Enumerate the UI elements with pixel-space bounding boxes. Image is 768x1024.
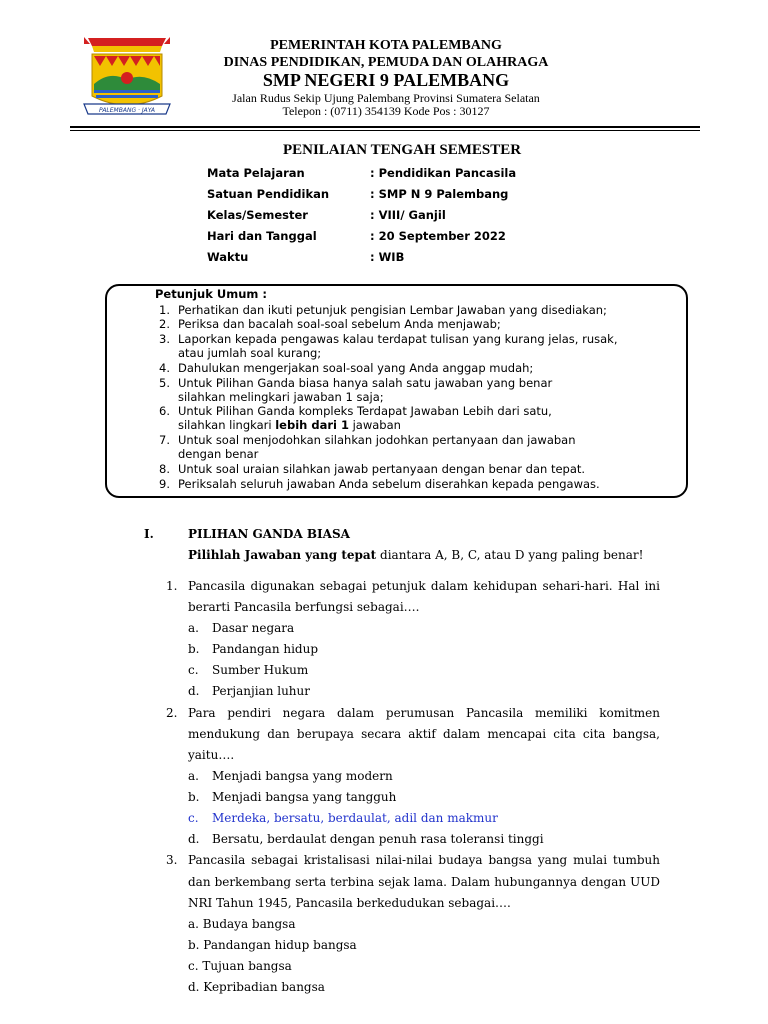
letterhead-department: DINAS PENDIDIKAN, PEMUDA DAN OLAHRAGA bbox=[223, 55, 549, 70]
option-text[interactable]: c. Tujuan bangsa bbox=[188, 959, 292, 973]
instruction-text: dengan benar bbox=[178, 447, 259, 461]
option-text[interactable]: Sumber Hukum bbox=[212, 663, 309, 677]
option-letter[interactable]: a. bbox=[188, 621, 199, 635]
instruction-text: Dahulukan mengerjakan soal-soal yang Anda anggap mudah; bbox=[178, 361, 534, 375]
question-number: 2. bbox=[166, 706, 178, 720]
info-label: Kelas/Semester bbox=[207, 208, 308, 222]
option-letter[interactable]: d. bbox=[188, 684, 200, 698]
instruction-text: Laporkan kepada pengawas kalau terdapat tulisan yang kurang jelas, rusak, bbox=[178, 332, 618, 346]
instruction-text: Untuk soal uraian silahkan jawab pertanyaan dengan benar dan tepat. bbox=[178, 462, 586, 476]
question-text: dan berkembang serta terbina sejak lama. Dalam hubungannya dengan UUD bbox=[188, 875, 660, 889]
option-text[interactable]: b. Pandangan hidup bangsa bbox=[188, 938, 357, 952]
section-title: PILIHAN GANDA BIASA bbox=[188, 527, 350, 541]
info-label: Hari dan Tanggal bbox=[207, 229, 317, 243]
letterhead-divider-thin bbox=[70, 130, 700, 131]
info-value: : Pendidikan Pancasila bbox=[370, 166, 517, 180]
instruction-number: 9. bbox=[159, 477, 170, 491]
instruction-text: atau jumlah soal kurang; bbox=[178, 346, 322, 360]
instruction-text: Untuk Pilihan Ganda kompleks Terdapat Jawaban Lebih dari satu, bbox=[178, 404, 552, 418]
option-letter[interactable]: b. bbox=[188, 642, 200, 656]
question-text: mendukung dan berupaya secara aktif dalam mencapai cita cita bangsa, bbox=[188, 727, 660, 741]
info-value: : WIB bbox=[370, 250, 405, 264]
instruction-text: silahkan melingkari jawaban 1 saja; bbox=[178, 390, 384, 404]
question-number: 1. bbox=[166, 579, 178, 593]
instruction-emphasis: lebih dari 1 bbox=[275, 418, 349, 432]
section-instruction-bold: Pilihlah Jawaban yang tepat bbox=[188, 548, 377, 562]
exam-title: PENILAIAN TENGAH SEMESTER bbox=[282, 142, 522, 158]
letterhead-school-name: SMP NEGERI 9 PALEMBANG bbox=[262, 70, 510, 90]
info-value: : VIII/ Ganjil bbox=[370, 208, 446, 222]
instruction-text: Periksalah seluruh jawaban Anda sebelum diserahkan kepada pengawas. bbox=[178, 477, 600, 491]
option-text[interactable]: Bersatu, berdaulat dengan penuh rasa toleransi tinggi bbox=[212, 832, 544, 846]
section-instruction-rest: diantara A, B, C, atau D yang paling benar! bbox=[376, 548, 644, 562]
question-text: NRI Tahun 1945, Pancasila berkedudukan sebagai…. bbox=[188, 896, 511, 910]
question-number: 3. bbox=[166, 853, 178, 867]
question-text: Pancasila digunakan sebagai petunjuk dalam kehidupan sehari-hari. Hal ini bbox=[188, 579, 660, 593]
question-text: Para pendiri negara dalam perumusan Pancasila memiliki komitmen bbox=[188, 706, 660, 720]
letterhead-contact: Telepon : (0711) 354139 Kode Pos : 30127 bbox=[282, 104, 490, 118]
info-label: Satuan Pendidikan bbox=[207, 187, 330, 201]
instruction-number: 6. bbox=[159, 404, 170, 418]
letterhead-divider bbox=[70, 126, 700, 128]
info-value: : SMP N 9 Palembang bbox=[370, 187, 509, 201]
option-letter[interactable]: a. bbox=[188, 769, 199, 783]
instruction-text: Periksa dan bacalah soal-soal sebelum Anda menjawab; bbox=[178, 317, 501, 331]
option-letter[interactable]: d. bbox=[188, 832, 200, 846]
instruction-number: 7. bbox=[159, 433, 170, 447]
instruction-number: 4. bbox=[159, 361, 170, 375]
instruction-text: Untuk Pilihan Ganda biasa hanya salah satu jawaban yang benar bbox=[178, 376, 553, 390]
instruction-text-suffix: jawaban bbox=[348, 418, 401, 432]
city-emblem-logo bbox=[80, 34, 174, 122]
section-number: I. bbox=[144, 527, 154, 541]
instruction-text bbox=[178, 418, 401, 433]
option-text[interactable]: Perjanjian luhur bbox=[212, 684, 310, 698]
option-text[interactable]: a. Budaya bangsa bbox=[188, 917, 296, 931]
instruction-text: Untuk soal menjodohkan silahkan jodohkan pertanyaan dan jawaban bbox=[178, 433, 576, 447]
letterhead-address: Jalan Rudus Sekip Ujung Palembang Provinsi Sumatera Selatan bbox=[232, 91, 540, 105]
instruction-text: Perhatikan dan ikuti petunjuk pengisian Lembar Jawaban yang disediakan; bbox=[178, 303, 607, 317]
instruction-number: 5. bbox=[159, 376, 170, 390]
option-text[interactable]: Dasar negara bbox=[212, 621, 295, 635]
option-text-highlighted[interactable]: Merdeka, bersatu, berdaulat, adil dan makmur bbox=[212, 811, 498, 825]
option-letter[interactable]: c. bbox=[188, 663, 199, 677]
info-value: : 20 September 2022 bbox=[370, 229, 506, 243]
option-text[interactable]: Menjadi bangsa yang modern bbox=[212, 769, 393, 783]
option-text[interactable]: Menjadi bangsa yang tangguh bbox=[212, 790, 397, 804]
question-text: berarti Pancasila berfungsi sebagai…. bbox=[188, 600, 420, 614]
logo-ribbon-text: PALEMBANG · JAYA bbox=[99, 107, 155, 114]
info-label: Waktu bbox=[207, 250, 249, 264]
option-letter-highlighted[interactable]: c. bbox=[188, 811, 199, 825]
instruction-number: 1. bbox=[159, 303, 170, 317]
option-letter[interactable]: b. bbox=[188, 790, 200, 804]
option-text[interactable]: Pandangan hidup bbox=[212, 642, 319, 656]
instruction-number: 2. bbox=[159, 317, 170, 331]
question-text: yaitu…. bbox=[188, 748, 235, 762]
instruction-number: 8. bbox=[159, 462, 170, 476]
option-text[interactable]: d. Kepribadian bangsa bbox=[188, 980, 325, 994]
info-label: Mata Pelajaran bbox=[207, 166, 305, 180]
instructions-heading: Petunjuk Umum : bbox=[155, 287, 267, 301]
instruction-number: 3. bbox=[159, 332, 170, 346]
letterhead-government: PEMERINTAH KOTA PALEMBANG bbox=[270, 38, 502, 53]
question-text: Pancasila sebagai kristalisasi nilai-nilai budaya bangsa yang mulai tumbuh bbox=[188, 853, 660, 867]
section-instruction bbox=[188, 548, 643, 562]
instruction-text-prefix: silahkan lingkari bbox=[178, 418, 276, 432]
